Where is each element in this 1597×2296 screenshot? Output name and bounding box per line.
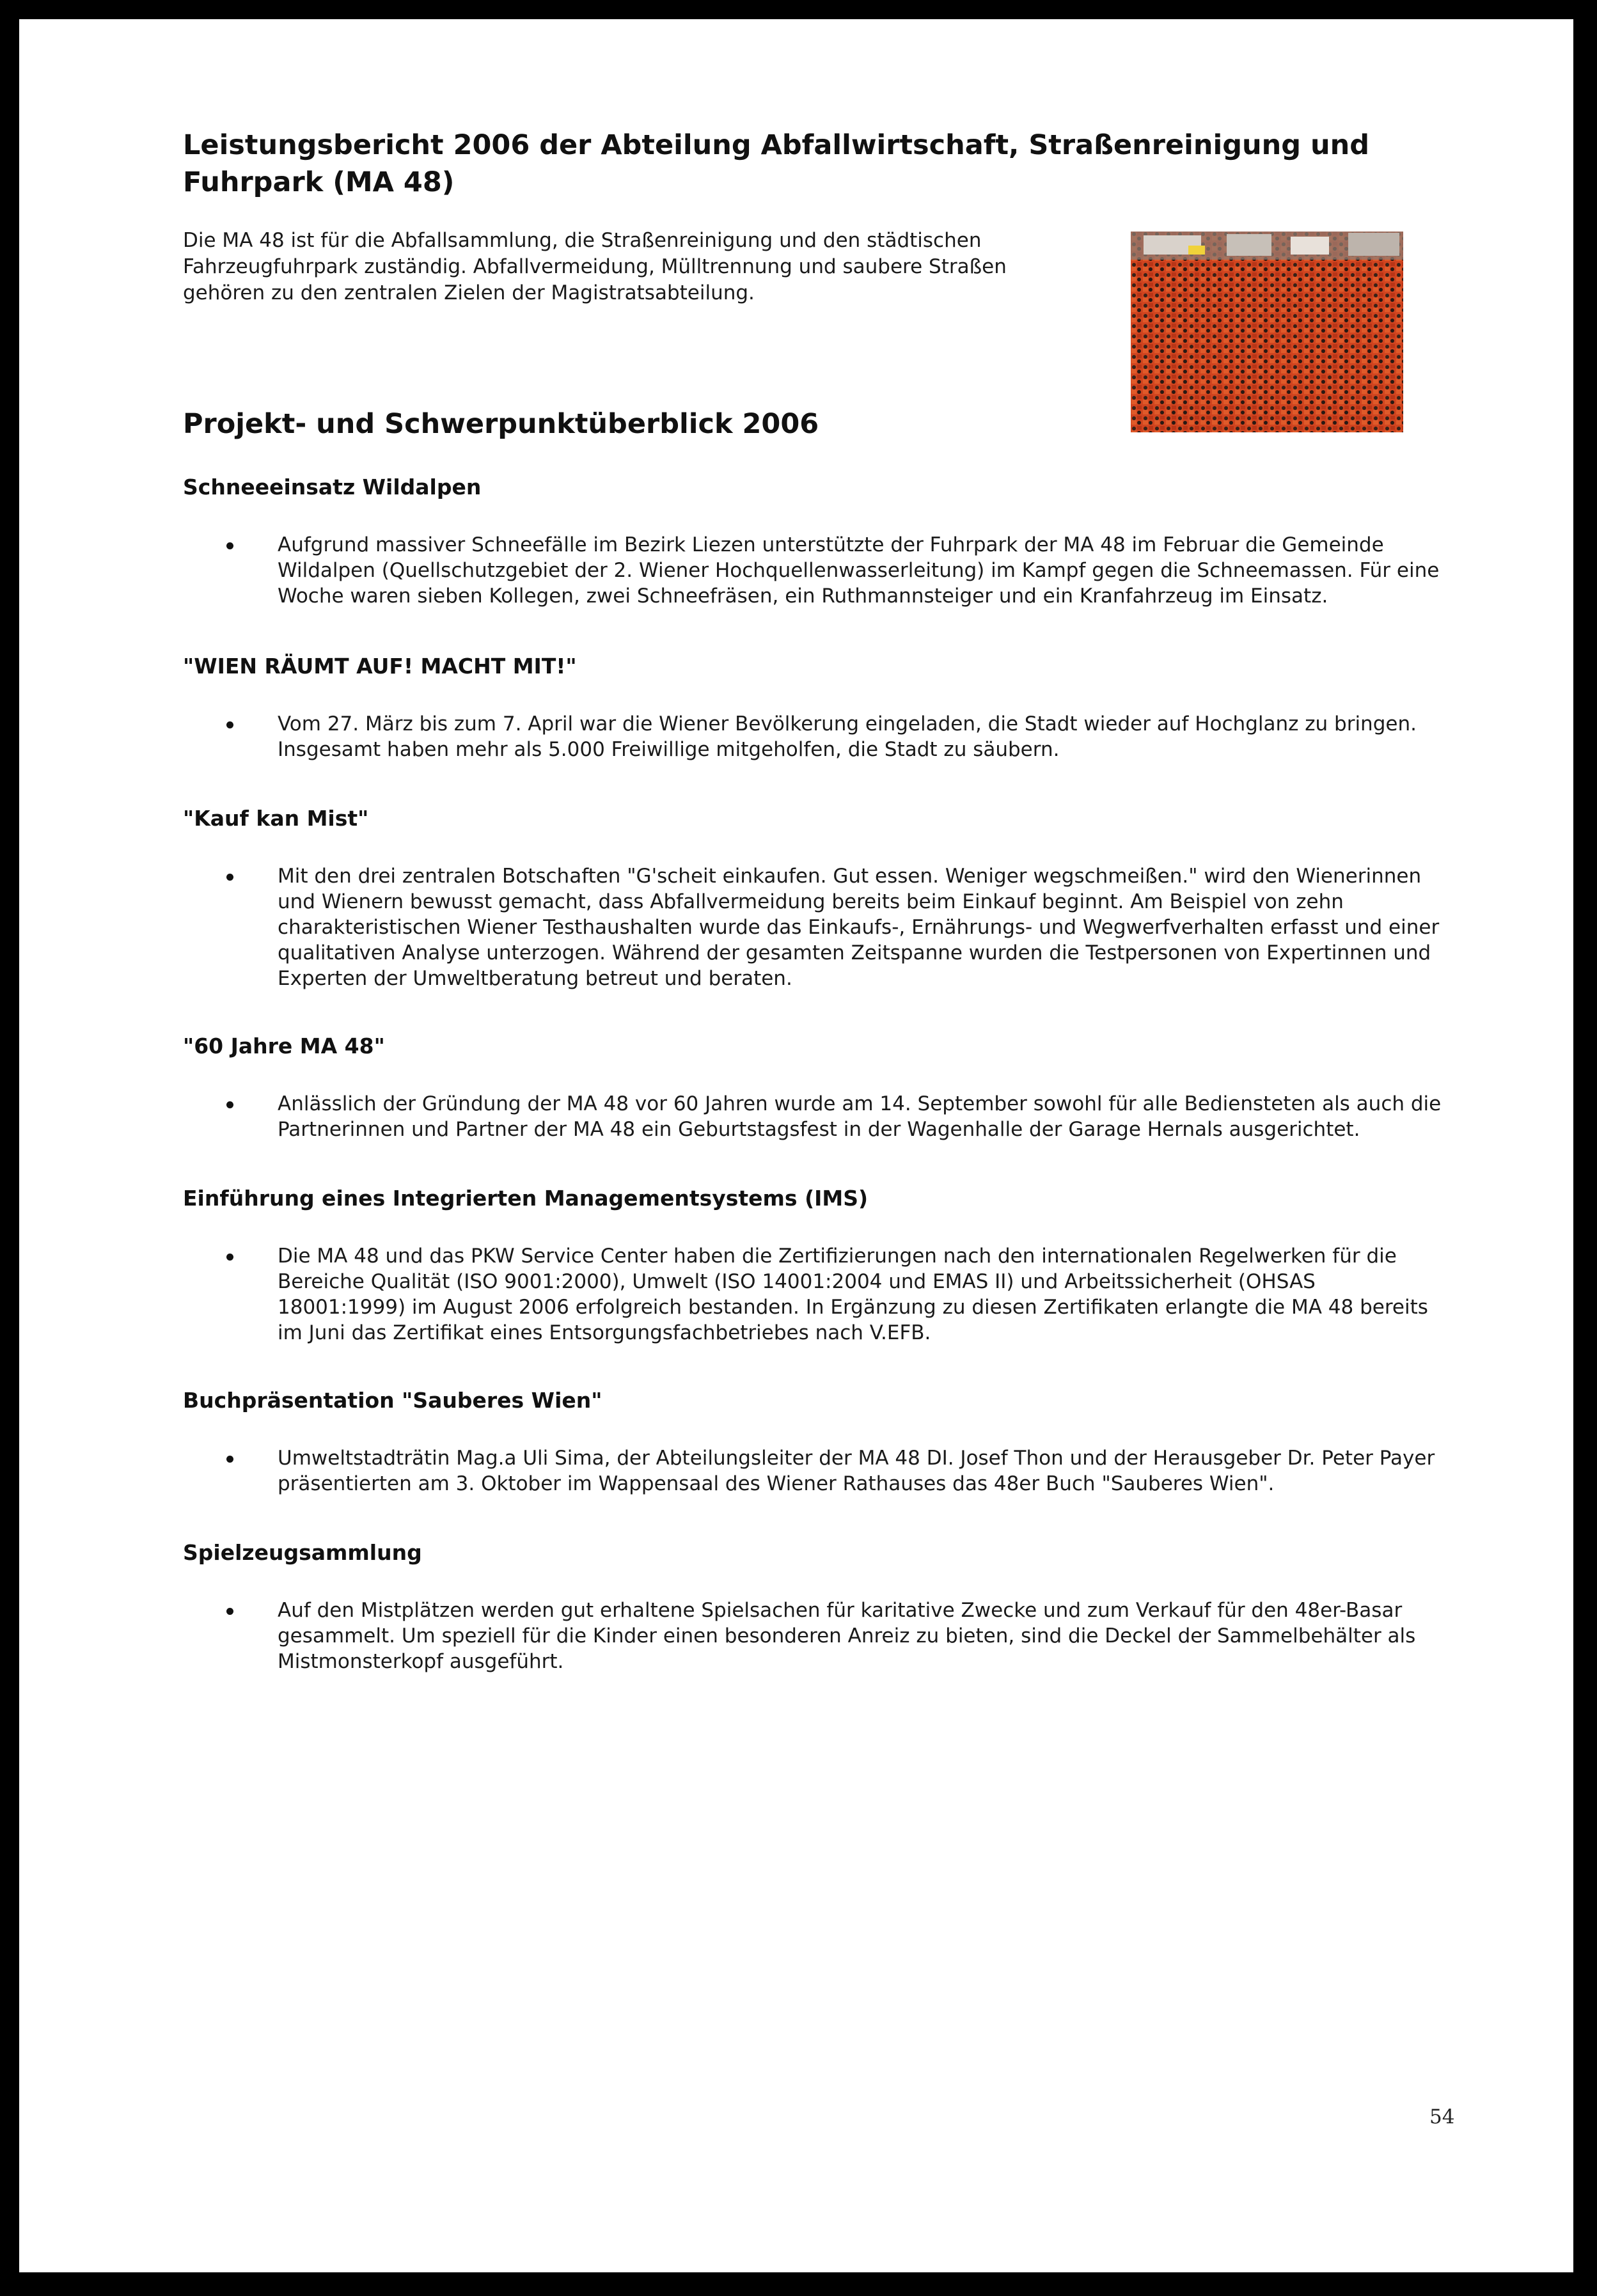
list-item bbox=[183, 711, 1448, 762]
section-schneeeinsatz bbox=[183, 473, 1462, 609]
bullet-icon bbox=[226, 1608, 233, 1615]
overview-heading: Projekt- und Schwerpunktüberblick 2006 bbox=[183, 408, 819, 440]
section-spielzeugsammlung bbox=[183, 1539, 1462, 1674]
bullet-icon bbox=[226, 1254, 233, 1261]
list-item-text: Aufgrund massiver Schneefälle im Bezirk Liezen unterstützte der Fuhrpark der MA 48 im Februar die Gemeinde Wildalpen (Quellschutzgebiet der 2. Wiener Hochquellenwasserleitung) im Kampf gegen die Schneemassen. Für eine Woche waren sieben Kollegen, zwei Schneefräsen, ein Ruthmannsteiger und ein Kranfahrzeug im Einsatz. bbox=[278, 533, 1440, 608]
page-title: Leistungsbericht 2006 der Abteilung Abfallwirtschaft, Straßenreinigung und Fuhrpark (MA 48) bbox=[183, 129, 1370, 198]
section-title: "Kauf kan Mist" bbox=[183, 806, 369, 831]
bullet-icon bbox=[226, 874, 233, 881]
bullet-icon bbox=[226, 1456, 233, 1463]
section-kauf-kan-mist bbox=[183, 805, 1462, 991]
bullet-icon bbox=[226, 542, 233, 549]
list-item bbox=[183, 1243, 1448, 1346]
list-item-text: Anlässlich der Gründung der MA 48 vor 60 Jahren wurde am 14. September sowohl für alle Bediensteten als auch die Partnerinnen und Partner der MA 48 ein Geburtstagsfest in der Wagenhalle der Garage Hernals ausgerichtet. bbox=[278, 1092, 1442, 1141]
section-title: "60 Jahre MA 48" bbox=[183, 1034, 385, 1058]
bullet-icon bbox=[226, 1101, 233, 1108]
list-item bbox=[183, 1445, 1448, 1497]
list-item-text: Umweltstadträtin Mag.a Uli Sima, der Abteilungsleiter der MA 48 DI. Josef Thon und der Herausgeber Dr. Peter Payer präsentierten am 3. Oktober im Wappensaal des Wiener Rathauses das 48er Buch "Sauberes Wien". bbox=[278, 1447, 1435, 1495]
list-item-text: Mit den drei zentralen Botschaften "G'scheit einkaufen. Gut essen. Weniger wegschmeißen." wird den Wienerinnen und Wienern bewusst gemacht, dass Abfallvermeidung bereits beim Einkauf beginnt. Am Beispiel von zehn charakteristischen Wiener Testhaushalten wurde das Einkaufs-, Ernährungs- und Wegwerfverhalten erfasst und einer qualitativen Analyse unterzogen. Während der gesamten Zeitspanne wurden die Testpersonen von Expertinnen und Experten der Umweltberatung betreut und beraten. bbox=[278, 865, 1440, 990]
section-title: "WIEN RÄUMT AUF! MACHT MIT!" bbox=[183, 654, 577, 679]
list-item-text: Auf den Mistplätzen werden gut erhaltene Spielsachen für karitative Zwecke und zum Verkauf für den 48er-Basar gesammelt. Um speziell für die Kinder einen besonderen Anreiz zu bieten, sind die Deckel der Sammelbehälter als Mistmonsterkopf ausgeführt. bbox=[278, 1599, 1416, 1673]
section-title: Buchpräsentation "Sauberes Wien" bbox=[183, 1388, 602, 1413]
section-buchpraesentation bbox=[183, 1387, 1462, 1497]
list-item bbox=[183, 1091, 1448, 1142]
list-item bbox=[183, 532, 1448, 609]
section-60-jahre bbox=[183, 1032, 1462, 1142]
crowd-photo bbox=[1131, 232, 1403, 432]
bullet-icon bbox=[226, 721, 233, 728]
section-ims bbox=[183, 1184, 1462, 1346]
list-item-text: Vom 27. März bis zum 7. April war die Wiener Bevölkerung eingeladen, die Stadt wieder auf Hochglanz zu bringen. Insgesamt haben mehr als 5.000 Freiwillige mitgeholfen, die Stadt zu säubern. bbox=[278, 712, 1417, 761]
list-item bbox=[183, 863, 1448, 991]
section-title: Einführung eines Integrierten Managementsystems (IMS) bbox=[183, 1186, 869, 1211]
list-item-text: Die MA 48 und das PKW Service Center haben die Zertifizierungen nach den internationalen Regelwerken für die Bereiche Qualität (ISO 9001:2000), Umwelt (ISO 14001:2004 und EMAS II) und Arbeitssicherheit (OHSAS 18001:1999) im August 2006 erfolgreich bestanden. In Ergänzung zu diesen Zertifikaten erlangte die MA 48 bereits im Juni das Zertifikat eines Entsorgungsfachbetriebes nach V.EFB. bbox=[278, 1245, 1428, 1344]
document-page bbox=[19, 19, 1573, 2272]
intro-paragraph: Die MA 48 ist für die Abfallsammlung, die Straßenreinigung und den städtischen Fahrzeugfuhrpark zuständig. Abfallvermeidung, Mülltrennung und saubere Straßen gehören zu den zentralen Zielen der Magistratsabteilung. bbox=[183, 229, 1007, 304]
list-item bbox=[183, 1598, 1448, 1674]
section-wien-raeumt-auf bbox=[183, 652, 1462, 762]
section-title: Schneeeinsatz Wildalpen bbox=[183, 475, 482, 499]
section-title: Spielzeugsammlung bbox=[183, 1540, 422, 1565]
page-number: 54 bbox=[1429, 2105, 1455, 2128]
